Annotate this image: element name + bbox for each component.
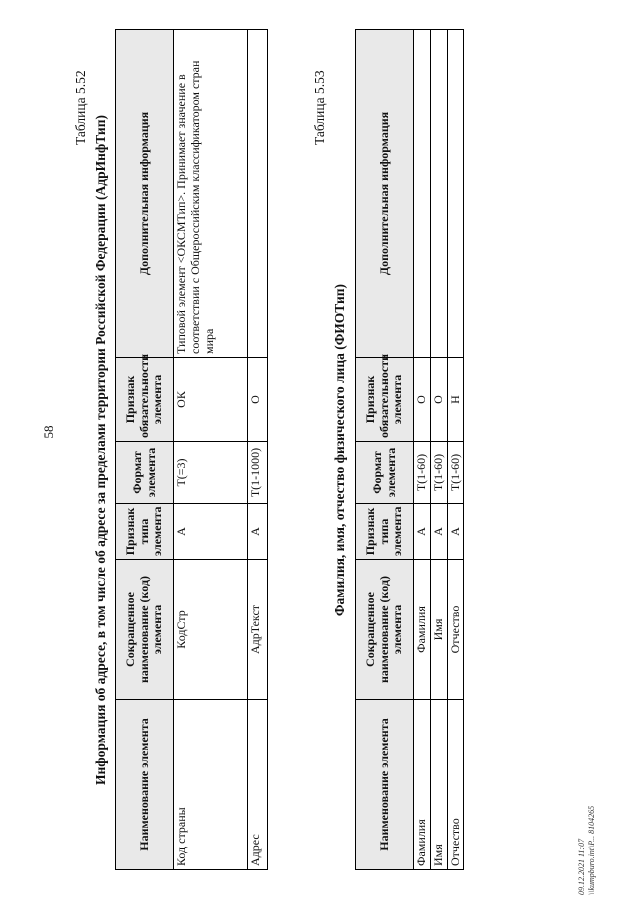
table-cell: Отчество (447, 560, 464, 700)
table-cell: Т(1-1000) (248, 442, 268, 504)
table-cell: Имя (430, 560, 447, 700)
footer-path: \\kumpburo.int\P... 8104265 (586, 805, 596, 895)
table-cell: Фамилия (414, 700, 431, 870)
table1-header-row (116, 30, 174, 870)
table-cell: А (430, 504, 447, 560)
footer-timestamp: 09.12.2021 11:07 (577, 838, 586, 895)
table2-header-cell: Признак типа элемента (356, 504, 414, 560)
table-cell: А (248, 504, 268, 560)
table2-header-cell: Дополнительная информация (356, 30, 414, 358)
table-cell: Т(1-60) (430, 442, 447, 504)
rotated-page-content (70, 30, 630, 870)
table1-title: Информация об адресе, в том числе об адресе за пределами территории Российской Федерации (АдрИнфТип) (93, 115, 108, 785)
table1 (115, 29, 268, 870)
table1-header-cell: Дополнительная информация (116, 30, 174, 358)
table-cell: Т(=3) (174, 442, 248, 504)
table-cell: Т(1-60) (447, 442, 464, 504)
table-cell: О (414, 358, 431, 442)
table2-caption: Таблица 5.53 (312, 70, 327, 145)
table-cell: Н (447, 358, 464, 442)
table1-header-cell: Наименование элемента (116, 700, 174, 870)
table-cell: Код страны (174, 700, 248, 870)
table-cell: ОК (174, 358, 248, 442)
table1-header-cell: Сокращенное наименование (код) элемента (116, 560, 174, 700)
table-cell (447, 30, 464, 358)
table-cell: А (447, 504, 464, 560)
table-cell: О (248, 358, 268, 442)
table1-header-cell: Формат элемента (116, 442, 174, 504)
table-row (414, 30, 431, 870)
table1-header-cell: Признак типа элемента (116, 504, 174, 560)
table-cell: Фамилия (414, 560, 431, 700)
table1-caption: Таблица 5.52 (73, 70, 88, 145)
table2 (355, 29, 464, 870)
print-footer (577, 806, 596, 895)
table2-title: Фамилия, имя, отчество физического лица (ФИОТип) (332, 283, 347, 617)
table-cell (248, 30, 268, 358)
table2-header-row (356, 30, 414, 870)
page-number: 58 (41, 425, 56, 439)
table-cell: АдрТекст (248, 560, 268, 700)
table2-header-cell: Наименование элемента (356, 700, 414, 870)
table2-header-cell: Формат элемента (356, 442, 414, 504)
table-row (174, 30, 248, 870)
table-cell: Имя (430, 700, 447, 870)
table1-header-cell: Признак обязательности элемента (116, 358, 174, 442)
table2-header-cell: Сокращенное наименование (код) элемента (356, 560, 414, 700)
table-row (447, 30, 464, 870)
table-cell: Отчество (447, 700, 464, 870)
table-cell: Адрес (248, 700, 268, 870)
table-row (248, 30, 268, 870)
table-cell: Типовой элемент <ОКСМТип>. Принимает значение в соответствии с Общероссийским классификатором стран мира (174, 30, 248, 358)
table-cell (414, 30, 431, 358)
table-cell: А (414, 504, 431, 560)
table-cell: А (174, 504, 248, 560)
table-row (430, 30, 447, 870)
table-cell (430, 30, 447, 358)
table2-header-cell: Признак обязательности элемента (356, 358, 414, 442)
table-cell: О (430, 358, 447, 442)
table-cell: КодСтр (174, 560, 248, 700)
table-cell: Т(1-60) (414, 442, 431, 504)
